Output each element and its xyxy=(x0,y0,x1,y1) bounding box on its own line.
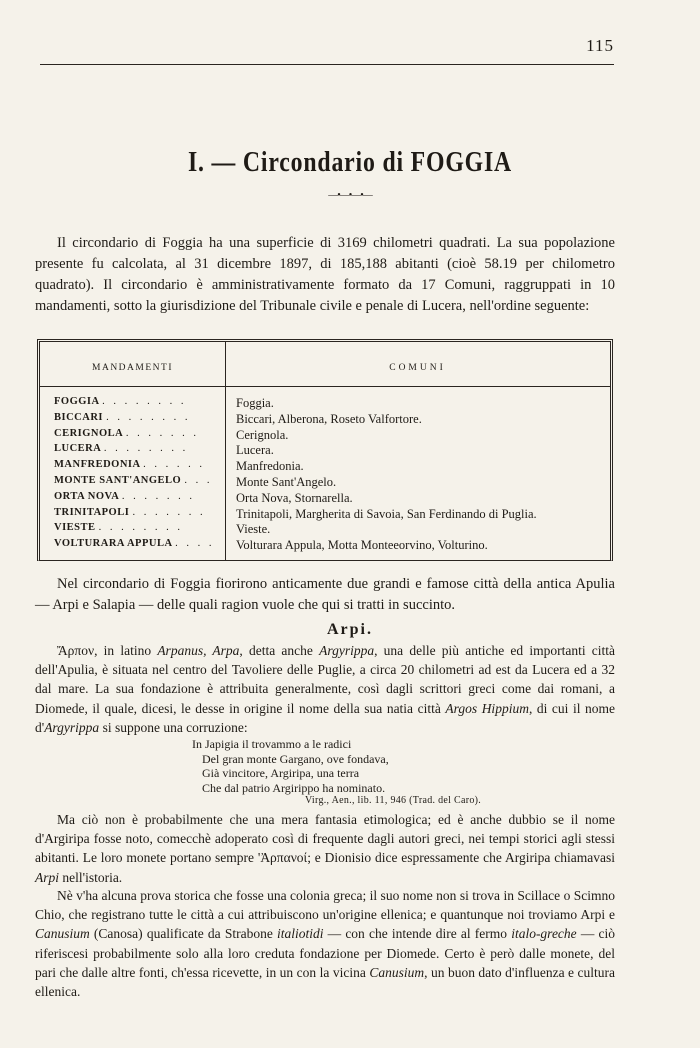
section-title-arpi: Arpi. xyxy=(327,621,373,638)
header-rule xyxy=(40,64,614,65)
mandamento-cell: TRINITAPOLI . . . . . . . xyxy=(54,506,206,518)
comuni-cell: Lucera. xyxy=(236,443,274,458)
mandamento-cell: MONTE SANT'ANGELO . . . xyxy=(54,474,213,486)
table-row xyxy=(40,491,610,507)
header-mandamenti: MANDAMENTI xyxy=(92,363,173,373)
page-number: 115 xyxy=(586,36,614,55)
comuni-cell: Foggia. xyxy=(236,396,274,410)
comuni-cell: Vieste. xyxy=(236,522,271,537)
table-row xyxy=(40,459,610,475)
comuni-cell: Trinitapoli, Margherita di Savoia, San Ferdinando di Puglia. xyxy=(236,506,537,521)
verse-line: Già vincitore, Argiripa, una terra xyxy=(202,766,360,780)
table-header-rule xyxy=(40,386,610,387)
verse-line: Del gran monte Gargano, ove fondava, xyxy=(202,751,389,766)
title-ornament: —•—•—•— xyxy=(328,190,372,201)
chapter-title: I. — Circondario di FOGGIA xyxy=(187,146,513,178)
comuni-cell: Orta Nova, Stornarella. xyxy=(236,490,353,505)
verse-line: Che dal patrio Argirippo ha nominato. xyxy=(202,780,386,795)
comuni-cell: Cerignola. xyxy=(236,427,289,442)
verse-line: In Japigia il trovammo a le radici xyxy=(192,737,352,751)
mandamento-cell: VOLTURARA APPULA . . . . xyxy=(54,538,215,550)
mandamenti-table xyxy=(37,339,613,561)
table-row xyxy=(40,396,610,412)
table-row xyxy=(40,443,610,459)
intro-paragraph: Il circondario di Foggia ha una superficie di 3169 chilometri quadrati. La sua popolazione presente fu calcolata, al 31 dicembre 1897, di 185,188 abitanti (cioè 58.19 per chilometro quadrato). Il circondario è amministrativamente formato da 17 Comuni, raggruppati in 10 mandamenti, sotto la giurisdizione del Tribunale civile e penale di Lucera, nell'ordine seguente: xyxy=(35,235,615,314)
header-comuni: COMUNI xyxy=(389,363,446,373)
mandamento-cell: BICCARI . . . . . . . . xyxy=(54,411,191,423)
verse-quote xyxy=(192,737,389,795)
table-row xyxy=(40,428,610,444)
comuni-cell: Monte Sant'Angelo. xyxy=(236,474,337,489)
table-row xyxy=(40,475,610,491)
table-row xyxy=(40,507,610,523)
mandamento-cell: LUCERA . . . . . . . . xyxy=(54,443,189,455)
mandamento-cell: MANFREDONIA . . . . . . xyxy=(54,459,205,471)
comuni-cell: Volturara Appula, Motta Monteeorvino, Volturino. xyxy=(236,538,488,553)
comuni-cell: Manfredonia. xyxy=(236,459,304,474)
comuni-cell: Biccari, Alberona, Roseto Valfortore. xyxy=(236,411,422,426)
table-body xyxy=(40,396,610,554)
mandamento-cell: CERIGNOLA . . . . . . . xyxy=(54,427,199,439)
arpi-paragraph: Ἄρπον, in latino Arpanus, Arpa, detta anche Argyrippa, una delle più antiche ed importanti città dell'Apulia, è situata nel centro del Tavoliere delle Puglie, a circa 20 chilometri ad est da Lucera ed a 32 dal mare. La sua fondazione è attribuita generalmente, così dagli scrittori greci come dai romani, a Diomede, il quale, dicesi, le desse in origine il nome della sua natia città Argos Hippium, di cui il nome d'Argyrippa si suppone una corruzione: xyxy=(35,643,616,735)
verse-citation: Virg., Aen., lib. 11, 946 (Trad. del Caro). xyxy=(305,795,482,806)
mandamento-cell: VIESTE . . . . . . . . xyxy=(54,522,184,534)
table-row xyxy=(40,522,610,538)
table-row xyxy=(40,538,610,554)
body-paragraph-2: Ma ciò non è probabilmente che una mera fantasia etimologica; ed è anche dubbio se il nome d'Argiripa fosse noto, comecchè adoperato così di frequente dagli autori greci, nei tempi storici agli stessi abitanti. Le loro monete portano sempre 'Ἀρπανοί; e Dionisio dice espressamente che Argiripa chiamavasi Arpi nell'istoria. xyxy=(35,812,615,885)
mandamento-cell: FOGGIA . . . . . . . . xyxy=(54,396,187,407)
table-row xyxy=(40,412,610,428)
summary-paragraph: Nel circondario di Foggia fiorirono anticamente due grandi e famose città della antica Apulia — Arpi e Salapia — delle quali ragion vuole che qui si tratti in succinto. xyxy=(35,576,615,613)
body-paragraph-3: Nè v'ha alcuna prova storica che fosse una colonia greca; il suo nome non si trova in Scillace o Scimno Chio, che registrano tutte le città a cui attribuiscono un'origine ellenica; e quantunque noi troviamo Arpi e Canusium (Canosa) qualificate da Strabone italiotidi — con che intende dire al fermo italo-greche — ciò riferiscesi probabilmente solo alla loro creduta fondazione per Diomede. Certo è però dalle monete, del pari che dalle altre fonti, ch'essa ricevette, in un con la vicina Canusium, un buon dato d'influenza e cultura ellenica. xyxy=(35,888,616,1000)
mandamento-cell: ORTA NOVA . . . . . . . xyxy=(54,490,195,502)
